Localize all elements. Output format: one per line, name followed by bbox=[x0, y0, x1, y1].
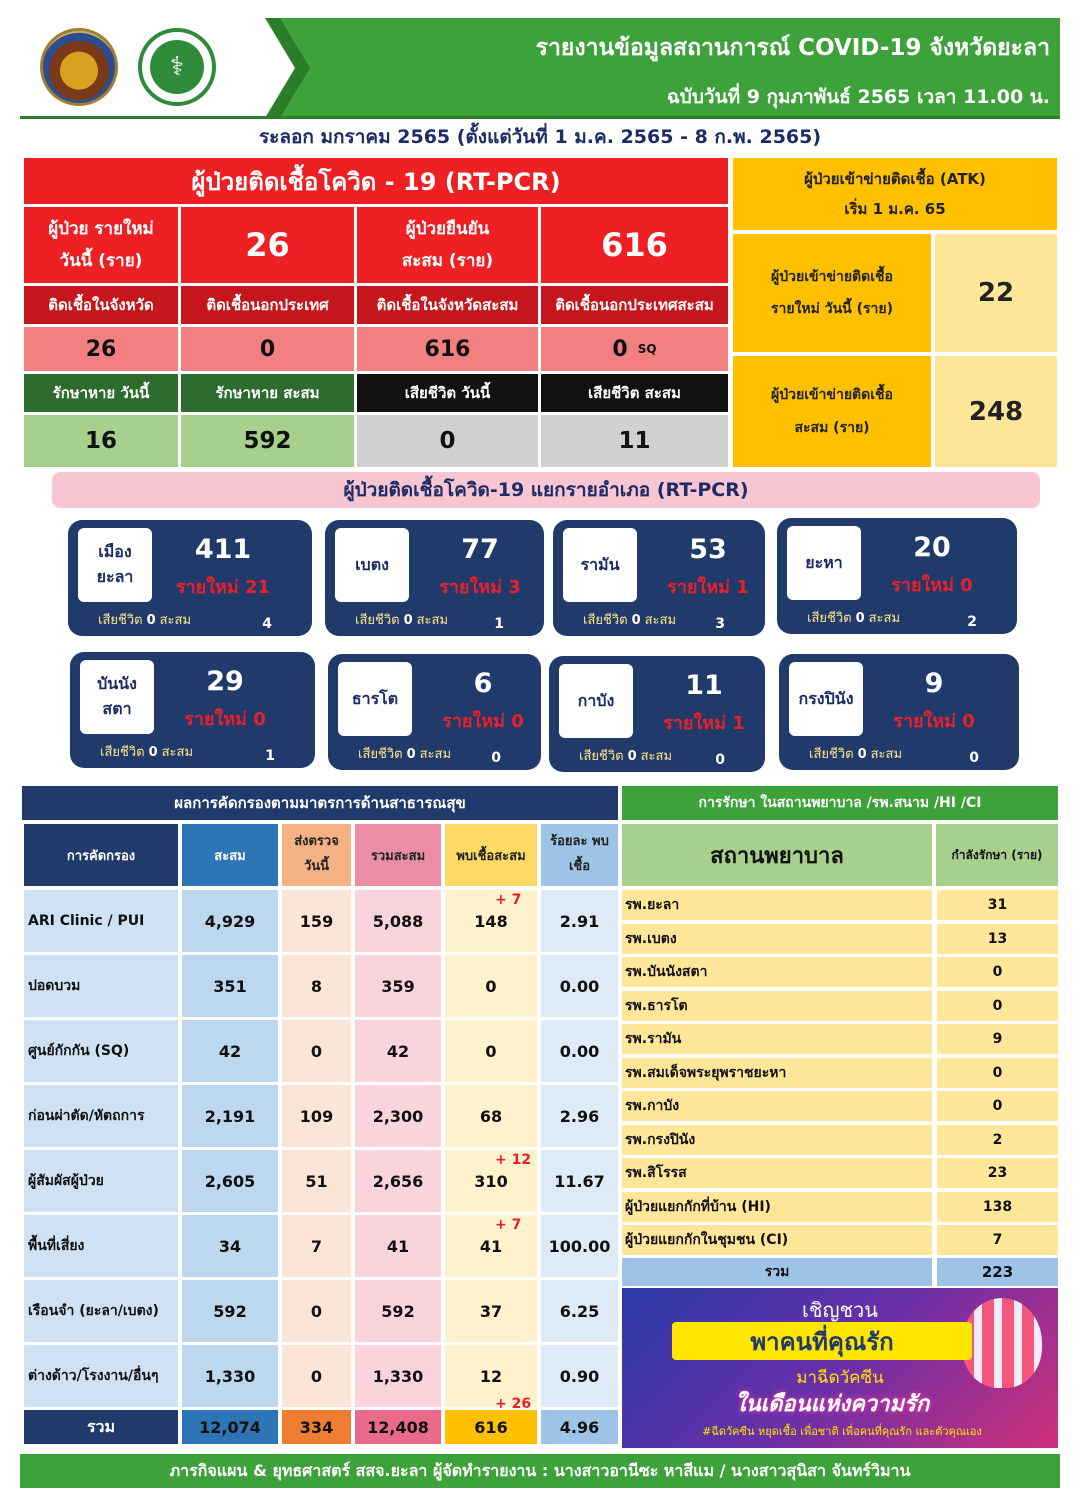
new-today-label: ผู้ป่วย รายใหม่ วันนี้ (ราย) bbox=[24, 207, 178, 283]
screening-cell-today: 159 bbox=[282, 890, 351, 952]
hospital-row bbox=[622, 1125, 1058, 1155]
screening-cell-today: 0 bbox=[282, 1280, 351, 1342]
district-name: กาบัง bbox=[559, 664, 633, 738]
screening-cell-total: 42 bbox=[355, 1020, 441, 1082]
hospital-header-value: กำลังรักษา (ราย) bbox=[936, 824, 1058, 886]
recovered-cum-label: รักษาหาย สะสม bbox=[181, 374, 354, 412]
screening-cell-pct: 6.25 bbox=[541, 1280, 618, 1342]
screening-cell-total: 592 bbox=[355, 1280, 441, 1342]
hospital-value: 23 bbox=[937, 1158, 1058, 1188]
hospital-value: 138 bbox=[937, 1192, 1058, 1222]
screening-cell-label: ศูนย์กักกัน (SQ) bbox=[24, 1020, 178, 1082]
report-date: ฉบับวันที่ 9 กุมภาพันธ์ 2565 เวลา 11.00 น. bbox=[666, 86, 1050, 108]
hospital-row bbox=[622, 890, 1058, 920]
district-total: 29 bbox=[206, 666, 244, 697]
screening-found-increase: + 7 bbox=[495, 1217, 522, 1233]
district-cum: 1 bbox=[265, 748, 275, 764]
hospital-row bbox=[622, 1058, 1058, 1088]
district-death: เสียชีวิต 0 สะสม bbox=[358, 747, 452, 762]
screening-cell-total: 5,088 bbox=[355, 890, 441, 952]
district-cum: 2 bbox=[967, 614, 977, 630]
screening-total-label: รวม bbox=[24, 1410, 178, 1444]
screening-cell-cum: 351 bbox=[182, 955, 278, 1017]
hospital-name: ผู้ป่วยแยกกักที่บ้าน (HI) bbox=[622, 1192, 932, 1222]
abroad-label: ติดเชื้อนอกประเทศ bbox=[181, 286, 354, 324]
screening-cell-pct: 0.90 bbox=[541, 1345, 618, 1407]
screening-cell-label: เรือนจำ (ยะลา/เบตง) bbox=[24, 1280, 178, 1342]
district-total: 411 bbox=[194, 534, 252, 565]
death-today-value: 0 bbox=[357, 415, 538, 467]
screening-cell-pct: 0.00 bbox=[541, 1020, 618, 1082]
screening-header: ร้อยละ พบเชื้อ bbox=[541, 824, 618, 886]
screening-cell-label: ผู้สัมผัสผู้ป่วย bbox=[24, 1150, 178, 1212]
screening-cell-total: 1,330 bbox=[355, 1345, 441, 1407]
district-card bbox=[328, 654, 541, 770]
district-card bbox=[779, 654, 1019, 770]
screening-cell-label: ต่างด้าว/โรงงาน/อื่นๆ bbox=[24, 1345, 178, 1407]
screening-cell-today: 109 bbox=[282, 1085, 351, 1147]
district-cum: 3 bbox=[715, 616, 725, 632]
hospital-row bbox=[622, 1091, 1058, 1121]
district-name: ยะหา bbox=[787, 526, 861, 600]
screening-header: การคัดกรอง bbox=[24, 824, 178, 886]
district-death: เสียชีวิต 0 สะสม bbox=[579, 749, 673, 764]
hospital-value: 0 bbox=[937, 957, 1058, 987]
hospital-header-name: สถานพยาบาล bbox=[622, 824, 932, 886]
hospital-row bbox=[622, 1024, 1058, 1054]
hospital-value: 7 bbox=[937, 1225, 1058, 1255]
hospital-total-value: 223 bbox=[937, 1258, 1058, 1286]
local-label: ติดเชื้อในจังหวัด bbox=[24, 286, 178, 324]
district-death: เสียชีวิต 0 สะสม bbox=[583, 613, 677, 628]
screening-header: ส่งตรวจ วันนี้ bbox=[282, 824, 351, 886]
report-title: รายงานข้อมูลสถานการณ์ COVID-19 จังหวัดยะลา bbox=[535, 35, 1050, 61]
district-cum: 1 bbox=[494, 616, 504, 632]
district-death: เสียชีวิต 0 สะสม bbox=[807, 611, 901, 626]
district-new: รายใหม่ 1 bbox=[667, 577, 749, 598]
district-death: เสียชีวิต 0 สะสม bbox=[98, 613, 192, 628]
district-cum: 0 bbox=[969, 750, 979, 766]
district-new: รายใหม่ 1 bbox=[663, 713, 745, 734]
hospital-name: รพ.บันนังสตา bbox=[622, 957, 932, 987]
screening-header: รวมสะสม bbox=[355, 824, 441, 886]
screening-cell-pct: 100.00 bbox=[541, 1215, 618, 1277]
screening-cell-pct: 11.67 bbox=[541, 1150, 618, 1212]
hospital-value: 13 bbox=[937, 924, 1058, 954]
promo-month-of-love: ในเดือนแห่งความรัก bbox=[734, 1392, 930, 1417]
rtpcr-title: ผู้ป่วยติดเชื้อโควิด - 19 (RT-PCR) bbox=[24, 158, 728, 204]
screening-cell-total: 359 bbox=[355, 955, 441, 1017]
promo-invite: เชิญชวน bbox=[802, 1298, 878, 1322]
hospital-title: การรักษา ในสถานพยาบาล /รพ.สนาม /HI /CI bbox=[622, 786, 1058, 820]
district-name: กรงปินัง bbox=[789, 662, 863, 736]
hospital-name: รพ.รามัน bbox=[622, 1024, 932, 1054]
death-cum-value: 11 bbox=[541, 415, 728, 467]
district-name: รามัน bbox=[563, 528, 637, 602]
screening-cell-found: 41 bbox=[445, 1215, 537, 1277]
abroad-value: 0 bbox=[181, 327, 354, 371]
hospital-name: รพ.สิโรรส bbox=[622, 1158, 932, 1188]
district-new: รายใหม่ 0 bbox=[893, 711, 975, 732]
screening-cell-found: 148 bbox=[445, 890, 537, 952]
district-name: เบตง bbox=[335, 528, 409, 602]
screening-cell-label: ARI Clinic / PUI bbox=[24, 890, 178, 952]
local-cum-label: ติดเชื้อในจังหวัดสะสม bbox=[357, 286, 538, 324]
screening-cell-label: ปอดบวม bbox=[24, 955, 178, 1017]
atk-cum-value: 248 bbox=[935, 356, 1057, 467]
header-underline bbox=[20, 116, 1060, 119]
recovered-today-label: รักษาหาย วันนี้ bbox=[24, 374, 178, 412]
ministry-of-public-health-logo-icon bbox=[138, 28, 216, 106]
district-new: รายใหม่ 21 bbox=[175, 577, 271, 598]
district-new: รายใหม่ 0 bbox=[891, 575, 973, 596]
district-cum: 0 bbox=[491, 750, 501, 766]
death-today-label: เสียชีวิต วันนี้ bbox=[357, 374, 538, 412]
screening-cell-total: 2,300 bbox=[355, 1085, 441, 1147]
district-name: บันนัง สตา bbox=[80, 660, 154, 734]
report-period: ระลอก มกราคม 2565 (ตั้งแต่วันที่ 1 ม.ค. 2565 - 8 ก.พ. 2565) bbox=[258, 126, 822, 148]
district-card bbox=[553, 520, 765, 636]
promo-vaccine: มาฉีดวัคซีน bbox=[796, 1368, 884, 1388]
district-name: เมือง ยะลา bbox=[78, 528, 152, 602]
province-seal-icon bbox=[40, 28, 118, 106]
district-card bbox=[68, 520, 312, 636]
district-death: เสียชีวิต 0 สะสม bbox=[809, 747, 903, 762]
atk-title: ผู้ป่วยเข้าข่ายติดเชื้อ (ATK) เริ่ม 1 ม.ค. 65 bbox=[733, 158, 1057, 230]
screening-cell-total: 41 bbox=[355, 1215, 441, 1277]
recovered-cum-value: 592 bbox=[181, 415, 354, 467]
district-card bbox=[325, 520, 544, 636]
footer-credits: ภารกิจแผน & ยุทธศาสตร์ สสจ.ยะลา ผู้จัดทำรายงาน : นางสาวอานีซะ หาสีแม / นางสาวสุนิสา จันทร์วิมาน bbox=[20, 1454, 1060, 1488]
hospital-total-label: รวม bbox=[622, 1258, 932, 1286]
confirmed-label: ผู้ป่วยยืนยัน สะสม (ราย) bbox=[357, 207, 538, 283]
district-new: รายใหม่ 3 bbox=[439, 577, 521, 598]
screening-cell-cum: 4,929 bbox=[182, 890, 278, 952]
abroad-cum-value: 0 SQ bbox=[541, 327, 728, 371]
screening-total-total: 12,408 bbox=[355, 1410, 441, 1444]
district-total: 77 bbox=[461, 534, 499, 565]
screening-cell-today: 0 bbox=[282, 1345, 351, 1407]
screening-cell-cum: 42 bbox=[182, 1020, 278, 1082]
district-total: 11 bbox=[685, 670, 723, 701]
hospital-name: รพ.เบตง bbox=[622, 924, 932, 954]
screening-found-increase: + 12 bbox=[495, 1152, 532, 1168]
local-cum-value: 616 bbox=[357, 327, 538, 371]
district-cum: 0 bbox=[715, 752, 725, 768]
district-name: ธารโต bbox=[338, 662, 412, 736]
screening-header: พบเชื้อสะสม bbox=[445, 824, 537, 886]
hospital-value: 0 bbox=[937, 991, 1058, 1021]
district-card bbox=[70, 652, 315, 768]
hospital-name: รพ.กรงปินัง bbox=[622, 1125, 932, 1155]
local-value: 26 bbox=[24, 327, 178, 371]
hospital-value: 31 bbox=[937, 890, 1058, 920]
screening-cell-found: 37 bbox=[445, 1280, 537, 1342]
hospital-row bbox=[622, 957, 1058, 987]
promo-hashtag: #ฉีดวัคซีน หยุดเชื้อ เพื่อชาติ เพื่อคนที่คุณรัก และตัวคุณเอง bbox=[702, 1425, 982, 1438]
vaccine-promo-banner bbox=[622, 1288, 1058, 1448]
screening-cell-total: 2,656 bbox=[355, 1150, 441, 1212]
screening-cell-found: 310 bbox=[445, 1150, 537, 1212]
district-card bbox=[549, 656, 765, 772]
screening-cell-today: 51 bbox=[282, 1150, 351, 1212]
district-new: รายใหม่ 0 bbox=[442, 711, 524, 732]
district-total: 20 bbox=[913, 532, 951, 563]
screening-total-increase: + 26 bbox=[495, 1396, 532, 1412]
screening-total-found: 616 bbox=[445, 1410, 537, 1444]
screening-cell-label: ก่อนผ่าตัด/หัตถการ bbox=[24, 1085, 178, 1147]
recovered-today-value: 16 bbox=[24, 415, 178, 467]
hospital-value: 0 bbox=[937, 1058, 1058, 1088]
atk-new-value: 22 bbox=[935, 234, 1057, 352]
hospital-row bbox=[622, 924, 1058, 954]
screening-cell-today: 7 bbox=[282, 1215, 351, 1277]
hospital-name: รพ.สมเด็จพระยุพราชยะหา bbox=[622, 1058, 932, 1088]
atk-cum-label: ผู้ป่วยเข้าข่ายติดเชื้อ สะสม (ราย) bbox=[733, 356, 931, 467]
atk-new-label: ผู้ป่วยเข้าข่ายติดเชื้อ รายใหม่ วันนี้ (ราย) bbox=[733, 234, 931, 352]
screening-cell-today: 8 bbox=[282, 955, 351, 1017]
hospital-row bbox=[622, 991, 1058, 1021]
screening-total-pct: 4.96 bbox=[541, 1410, 618, 1444]
hospital-value: 9 bbox=[937, 1024, 1058, 1054]
hospital-row bbox=[622, 1192, 1058, 1222]
screening-cell-cum: 34 bbox=[182, 1215, 278, 1277]
promo-headline: พาคนที่คุณรัก bbox=[672, 1322, 972, 1360]
sq-note: SQ bbox=[637, 342, 657, 356]
screening-title: ผลการคัดกรองตามมาตรการด้านสาธารณสุข bbox=[22, 786, 618, 820]
screening-cell-found: 0 bbox=[445, 1020, 537, 1082]
screening-total-today: 334 bbox=[282, 1410, 351, 1444]
district-total: 9 bbox=[924, 668, 944, 699]
screening-cell-cum: 1,330 bbox=[182, 1345, 278, 1407]
new-today-value: 26 bbox=[181, 207, 354, 283]
district-new: รายใหม่ 0 bbox=[184, 709, 266, 730]
hospital-value: 2 bbox=[937, 1125, 1058, 1155]
screening-cell-found: 68 bbox=[445, 1085, 537, 1147]
screening-cell-pct: 2.91 bbox=[541, 890, 618, 952]
abroad-cum-label: ติดเชื้อนอกประเทศสะสม bbox=[541, 286, 728, 324]
district-cum: 4 bbox=[262, 616, 272, 632]
hospital-name: ผู้ป่วยแยกกักในชุมชน (CI) bbox=[622, 1225, 932, 1255]
screening-found-increase: + 7 bbox=[495, 892, 522, 908]
district-card bbox=[777, 518, 1017, 634]
death-cum-label: เสียชีวิต สะสม bbox=[541, 374, 728, 412]
district-total: 53 bbox=[689, 534, 727, 565]
hospital-name: รพ.ธารโต bbox=[622, 991, 932, 1021]
screening-cell-pct: 0.00 bbox=[541, 955, 618, 1017]
screening-cell-cum: 2,191 bbox=[182, 1085, 278, 1147]
hospital-row bbox=[622, 1158, 1058, 1188]
screening-cell-found: 12 bbox=[445, 1345, 537, 1407]
screening-header: สะสม bbox=[182, 824, 278, 886]
hospital-name: รพ.ยะลา bbox=[622, 890, 932, 920]
screening-cell-found: 0 bbox=[445, 955, 537, 1017]
screening-cell-cum: 592 bbox=[182, 1280, 278, 1342]
hospital-row bbox=[622, 1225, 1058, 1255]
confirmed-value: 616 bbox=[541, 207, 728, 283]
screening-total-cum: 12,074 bbox=[182, 1410, 278, 1444]
screening-cell-pct: 2.96 bbox=[541, 1085, 618, 1147]
district-death: เสียชีวิต 0 สะสม bbox=[100, 745, 194, 760]
hospital-value: 0 bbox=[937, 1091, 1058, 1121]
screening-cell-today: 0 bbox=[282, 1020, 351, 1082]
district-death: เสียชีวิต 0 สะสม bbox=[355, 613, 449, 628]
caduceus-icon: ⚕ bbox=[150, 40, 204, 94]
hospital-name: รพ.กาบัง bbox=[622, 1091, 932, 1121]
screening-cell-label: พื้นที่เสี่ยง bbox=[24, 1215, 178, 1277]
district-total: 6 bbox=[473, 668, 493, 699]
screening-cell-cum: 2,605 bbox=[182, 1150, 278, 1212]
districts-title: ผู้ป่วยติดเชื้อโควิด-19 แยกรายอำเภอ (RT-PCR) bbox=[52, 472, 1040, 508]
